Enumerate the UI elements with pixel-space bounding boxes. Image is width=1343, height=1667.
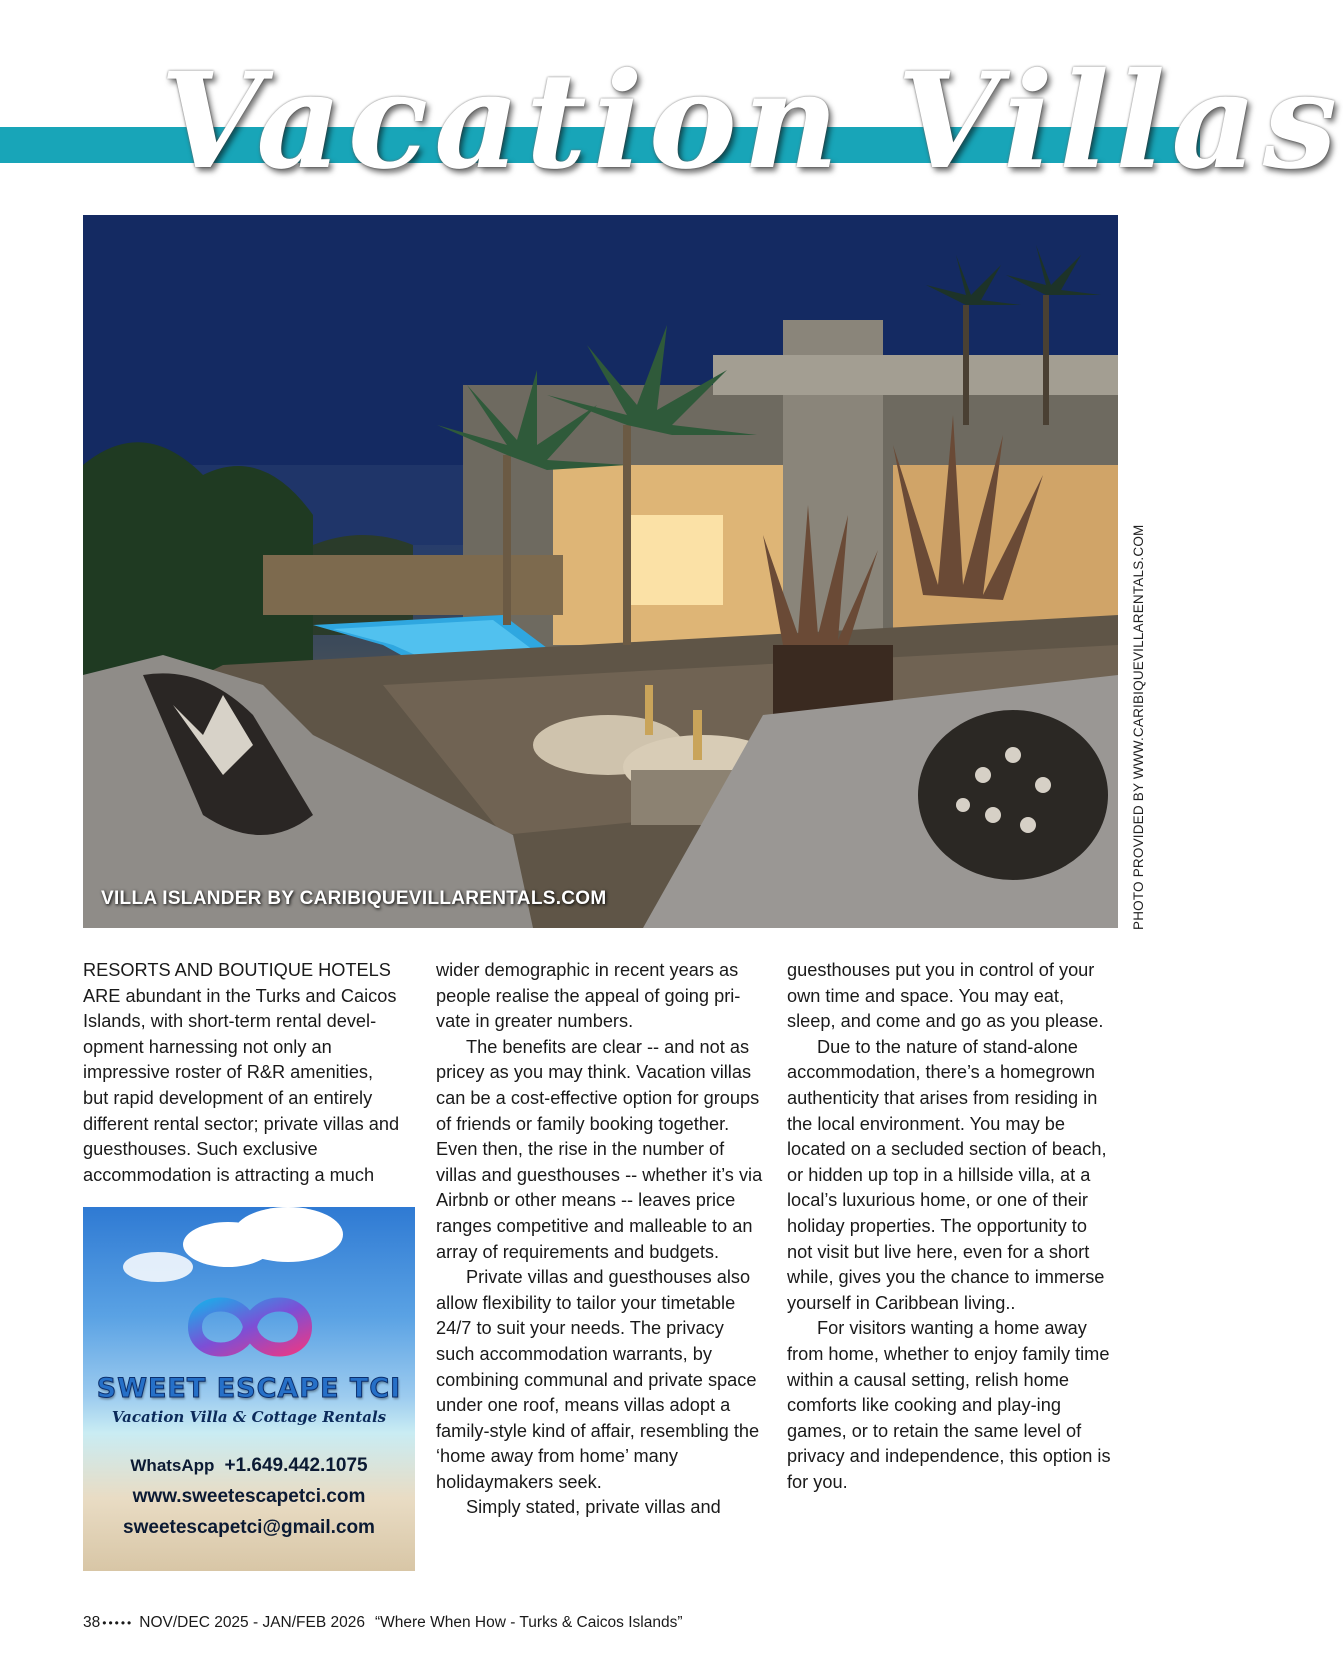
- article-paragraph: RESORTS AND BOUTIQUE HOTELS ARE abundant in the Turks and Caicos Islands, with short-term rental devel-opment harnessing not only an impressive roster of R&R amenities, but rapid development of an entirely different rental sector; private villas and guesthouses. Such exclusive accommodation is attracting a much: [83, 960, 400, 1185]
- photo-caption: VILLA ISLANDER BY CARIBIQUEVILLARENTALS.COM: [101, 888, 607, 909]
- ad-email-link[interactable]: sweetescapetci@gmail.com: [123, 1517, 375, 1538]
- issue-date: NOV/DEC 2025 - JAN/FEB 2026: [139, 1614, 365, 1631]
- footer-dots: •••••: [102, 1615, 134, 1630]
- publication-name: “Where When How - Turks & Caicos Islands”: [374, 1614, 683, 1631]
- ad-tagline: Vacation Villa & Cottage Rentals: [111, 1408, 387, 1426]
- article-column-1: [83, 958, 401, 1188]
- sweet-escape-advertisement[interactable]: [83, 1207, 415, 1571]
- article-column-2: [436, 958, 766, 1521]
- article-paragraph: Simply stated, private villas and: [466, 1497, 721, 1518]
- article-column-3: [787, 958, 1117, 1495]
- sweet-escape-logo-icon: [175, 1287, 325, 1367]
- article-paragraph: Private villas and guesthouses also allow flexibility to tailor your timetable 24/7 to suit your needs. The privacy such accommodation warrants, by combining communal and private space under one roof, means villas adopt a family-style kind of affair, resembling the ‘home away from home’ many holidaymakers seek.: [436, 1267, 760, 1492]
- whatsapp-number[interactable]: +1.649.442.1075: [224, 1455, 368, 1476]
- page-title: Vacation Villas: [160, 44, 1343, 199]
- article-paragraph: The benefits are clear -- and not as pricey as you may think. Vacation villas can be a cost-effective option for groups of friends or family booking together. Even then, the rise in the number of villas and guesthouses -- whether it’s via Airbnb or other means -- leaves price ranges competitive and malleable to an array of requirements and budgets.: [436, 1036, 763, 1262]
- article-paragraph: guesthouses put you in control of your own time and space. You may eat, sleep, and come and go as you please.: [787, 960, 1104, 1032]
- ad-brand-name: SWEET ESCAPE TCI: [96, 1373, 402, 1404]
- page-number: 38: [83, 1614, 101, 1631]
- villa-photo: [83, 215, 1118, 928]
- cloud-shape: [123, 1252, 193, 1282]
- cloud-shape: [233, 1207, 343, 1262]
- page-footer: [83, 1614, 683, 1632]
- whatsapp-label: WhatsApp: [130, 1456, 215, 1475]
- article-paragraph: wider demographic in recent years as people realise the appeal of going pri-vate in greater numbers.: [436, 960, 741, 1032]
- ad-whatsapp[interactable]: [83, 1455, 415, 1477]
- photo-credit: PHOTO PROVIDED BY WWW.CARIBIQUEVILLARENTALS.COM: [1131, 524, 1146, 930]
- ad-website-link[interactable]: www.sweetescapetci.com: [132, 1486, 366, 1507]
- villa-night-scene: [83, 215, 1118, 928]
- article-paragraph: For visitors wanting a home away from home, whether to enjoy family time within a causal setting, relish home comforts like cooking and play-ing games, or to retain the same level of privacy and independence, this option is for you.: [787, 1318, 1111, 1492]
- article-paragraph: Due to the nature of stand-alone accommodation, there’s a homegrown authenticity that arises from residing in the local environment. You may be located on a secluded section of beach, or hidden up top in a hillside villa, at a local’s luxurious home, or one of their holiday properties. The opportunity to not visit but live here, even for a short while, gives you the chance to immerse yourself in Caribbean living..: [787, 1036, 1107, 1313]
